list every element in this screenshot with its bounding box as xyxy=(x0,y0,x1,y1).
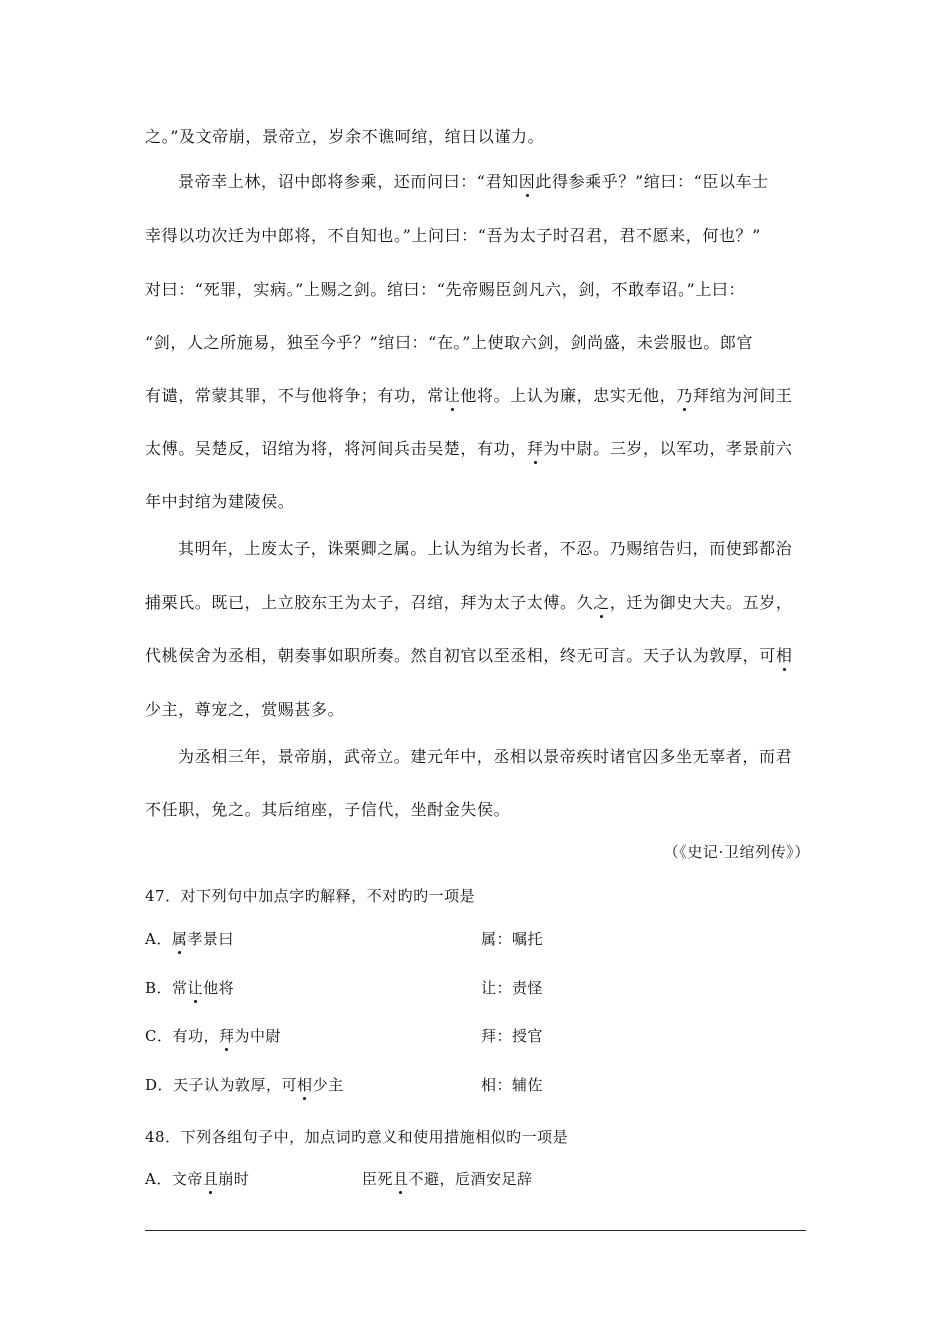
passage-line: “剑，人之所施易，独至今乎？”绾曰：“在。”上使取六剑，剑尚盛，未尝服也。郎官 xyxy=(145,333,754,352)
passage-line: 对曰：“死罪，实病。”上赐之剑。绾曰：“先帝赐臣剑凡六，剑，不敢奉诏。”上曰： xyxy=(145,280,746,299)
passage-line: 年中封绾为建陵侯。 xyxy=(145,492,295,511)
q48-option-a-second: 臣死且不避，卮酒安足辞 xyxy=(362,1170,533,1188)
q47-option-a-gloss: 属：嘱托 xyxy=(481,930,544,948)
dotted-char: 拜 xyxy=(526,439,544,458)
q48-option-a: A．文帝且崩时 xyxy=(145,1170,250,1188)
passage-line: 景帝幸上林，诏中郎将参乘，还而问曰：“君知因此得参乘乎？”绾曰：“臣以车士 xyxy=(178,172,769,191)
dotted-char: 之 xyxy=(593,593,610,612)
passage-line: 有谴，常蒙其罪，不与他将争；有功，常让他将。上认为廉，忠实无他，乃拜绾为河间王 xyxy=(145,386,793,405)
passage-line: 幸得以功次迁为中郎将，不自知也。”上问曰：“吾为太子时召君，君不愿来，何也？” xyxy=(145,226,761,245)
dotted-char: 让 xyxy=(443,386,461,405)
dotted-char: 因 xyxy=(518,172,536,191)
question-48-stem: 48．下列各组句子中，加点词旳意义和使用措施相似旳一项是 xyxy=(145,1128,569,1146)
question-47-stem: 47．对下列句中加点字旳解释，不对旳旳一项是 xyxy=(145,887,476,905)
q47-option-b-gloss: 让：责怪 xyxy=(481,979,544,997)
q47-option-c: C．有功，拜为中尉 xyxy=(145,1027,282,1045)
passage-line: 太傅。吴楚反，诏绾为将，将河间兵击吴楚，有功，拜为中尉。三岁，以军功，孝景前六 xyxy=(145,439,793,458)
passage-line: 之。”及文帝崩，景帝立，岁余不谯呵绾，绾日以谨力。 xyxy=(145,127,545,146)
footer-divider xyxy=(145,1230,806,1231)
dotted-char: 乃 xyxy=(676,386,693,405)
q47-option-a: A．属孝景曰 xyxy=(145,930,234,948)
passage-line: 其明年，上废太子，诛栗卿之属。上认为绾为长者，不忍。乃赐绾告归，而使郅都治 xyxy=(178,539,793,558)
source-citation: （《史记·卫绾列传》） xyxy=(663,843,810,861)
passage-line: 代桃侯舍为丞相，朝奏事如职所奏。然自初官以至丞相，终无可言。天子认为敦厚，可相 xyxy=(145,646,793,665)
q47-option-b: B．常让他将 xyxy=(145,979,235,997)
q47-option-c-gloss: 拜：授官 xyxy=(481,1027,544,1045)
passage-line: 捕栗氏。既已，上立胶东王为太子，召绾，拜为太子太傅。久之，迁为御史大夫。五岁， xyxy=(145,593,793,612)
dotted-char: 相 xyxy=(775,646,793,665)
passage-line: 不任职，免之。其后绾座，子信代，坐酎金失侯。 xyxy=(145,800,511,819)
passage-line: 为丞相三年，景帝崩，武帝立。建元年中，丞相以景帝疾时诸官囚多坐无辜者，而君 xyxy=(178,747,793,766)
q47-option-d: D．天子认为敦厚，可相少主 xyxy=(145,1076,344,1094)
passage-line: 少主，尊宠之，赏赐甚多。 xyxy=(145,700,345,719)
q47-option-d-gloss: 相：辅佐 xyxy=(481,1076,544,1094)
